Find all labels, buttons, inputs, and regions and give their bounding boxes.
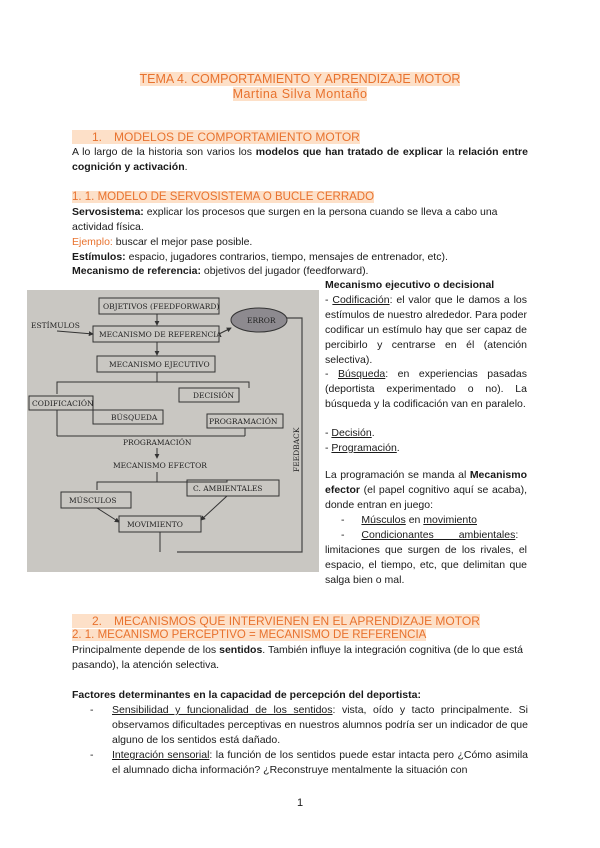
- ejecutivo-heading: Mecanismo ejecutivo o decisional: [325, 279, 495, 291]
- punct: .: [396, 442, 400, 454]
- item-text: en: [405, 514, 424, 526]
- servosistema-text: explicar los procesos que surgen en la persona cuando se lleva a cabo una actividad física.: [72, 206, 498, 233]
- efector-paragraph: [325, 468, 527, 513]
- ejemplo-label: Ejemplo:: [72, 236, 113, 248]
- feedback-label: FEEDBACK: [292, 427, 301, 472]
- mec-ejecutivo-label: MECANISMO EJECUTIVO: [109, 360, 210, 369]
- sentidos-paragraph: [72, 643, 528, 673]
- section-1-intro: [72, 145, 528, 175]
- factor-item-1: [112, 703, 528, 748]
- mecanismo-referencia-paragraph: [72, 264, 528, 279]
- decision-item: [325, 426, 527, 441]
- title-main: TEMA 4. COMPORTAMIENTO Y APRENDIZAJE MOTOR: [139, 72, 461, 86]
- diagram-svg: [27, 290, 319, 572]
- section-2-number: 2.: [92, 614, 103, 628]
- programacion-label: PROGRAMACIÓN: [123, 438, 192, 447]
- factor-2-text: : la función de los sentidos puede estar intacta pero ¿Cómo asimila el alumnado dicha información? ¿Reconstruye mentalmente la situación con: [112, 749, 529, 776]
- item-text: :: [515, 529, 519, 541]
- condicionantes-item: [341, 528, 518, 543]
- musculos-term: Músculos: [361, 514, 406, 526]
- sentidos-bold: sentidos: [219, 644, 263, 656]
- dash: -: [325, 442, 332, 454]
- sentidos-text: . También influye la integración cognitiva (de lo que está pasando), la atención selectiva.: [72, 644, 524, 671]
- busqueda-label: BÚSQUEDA: [111, 413, 158, 422]
- section-1-1-heading: [72, 190, 374, 205]
- factor-2-term: Integración sensorial: [112, 749, 210, 761]
- sentidos-text: Principalmente depende de los: [72, 644, 220, 656]
- decision-label: DECISIÓN: [193, 391, 235, 400]
- factor-1-text: : vista, oído y tacto principalmente. Si observamos dificultades perceptivas en nuestros alumnos podría ser un indicador de que alguno de los sentidos está dañado.: [112, 704, 528, 746]
- factor-item-2: [112, 748, 528, 778]
- musculos-arrow: [97, 508, 119, 522]
- dash: -: [325, 368, 338, 380]
- intro-text: .: [184, 161, 188, 173]
- intro-text: A lo largo de la historia son varios los: [72, 146, 256, 158]
- error-label: ERROR: [247, 316, 276, 325]
- section-1-title: MODELOS DE COMPORTAMIENTO MOTOR: [114, 130, 360, 144]
- factor-1-term: Sensibilidad y funcionalidad de los sentidos: [112, 704, 333, 716]
- section-1-1-title: 1. 1. MODELO DE SERVOSISTEMA O BUCLE CERRADO: [72, 191, 375, 203]
- intro-text: la: [442, 146, 459, 158]
- section-2-1-heading: [72, 628, 426, 643]
- dash: -: [325, 427, 332, 439]
- mec-referencia-label: MECANISMO DE REFERENCIA: [99, 330, 222, 339]
- bullet: -: [341, 514, 345, 526]
- codificacion-item: [325, 293, 527, 368]
- dash: -: [325, 294, 333, 306]
- efector-bold: Mecanismo efector: [325, 469, 527, 496]
- programacion-item: [325, 441, 527, 456]
- bullet: -: [341, 529, 345, 541]
- title-author: Martina Silva Montaño: [232, 87, 368, 101]
- objetivos-label: OBJETIVOS (FEEDFORWARD): [103, 302, 220, 311]
- condicionantes-text: limitaciones que surgen de los rivales, el espacio, el tiempo, etc, que delimitan que salga bien o mal.: [325, 544, 527, 586]
- servosystem-diagram: [27, 290, 319, 572]
- condicionantes-term: Condicionantes ambientales: [361, 529, 516, 541]
- section-1-number: 1.: [92, 130, 103, 144]
- efector-text: La programación se manda al: [325, 469, 470, 481]
- musculos-item: [341, 513, 477, 528]
- branch-line: [57, 372, 157, 394]
- servosistema-paragraph: [72, 205, 528, 235]
- section-2-title: MECANISMOS QUE INTERVIENEN EN EL APRENDIZAJE MOTOR: [114, 614, 480, 628]
- factor-bullet: -: [90, 749, 94, 761]
- branch-line: [97, 472, 157, 490]
- musculos-label: MÚSCULOS: [69, 496, 117, 505]
- ejemplo-text: buscar el mejor pase posible.: [112, 236, 253, 248]
- document-title: [0, 72, 600, 102]
- busqueda-item: [325, 367, 527, 412]
- factor-bullet: -: [90, 704, 94, 716]
- section-2-1-title: 2. 1. MECANISMO PERCEPTIVO = MECANISMO DE REFERENCIA: [72, 629, 427, 641]
- movimiento-term: movimiento: [423, 514, 477, 526]
- ejemplo-paragraph: [72, 235, 528, 250]
- mecanismo-text: objetivos del jugador (feedforward).: [200, 265, 369, 277]
- section-1-heading: [72, 130, 360, 145]
- movimiento-label: MOVIMIENTO: [127, 520, 183, 529]
- estimulos-label: Estímulos:: [72, 251, 126, 263]
- busqueda-text: : en experiencias pasadas (deportista experimentado o no). La búsqueda y la codificación van en paralelo.: [325, 368, 527, 410]
- programacion-box-label: PROGRAMACIÓN: [209, 417, 278, 426]
- branch-line: [157, 382, 249, 388]
- programacion-term: Programación: [331, 442, 397, 454]
- factores-heading: Factores determinantes en la capacidad de percepción del deportista:: [72, 689, 421, 701]
- efector-text: (el papel cognitivo aquí se acaba), donde entran en juego:: [325, 484, 527, 511]
- busqueda-term: Búsqueda: [337, 368, 386, 380]
- intro-bold: relación entre cognición y activación: [72, 146, 528, 173]
- codificacion-text: : el valor que le damos a los estímulos de nuestro alrededor. Para poder codificar un estímulo hay que ser capaz de percibirlo y centrarse en él (atención selectiva).: [325, 294, 527, 366]
- codificacion-label: CODIFICACIÓN: [32, 399, 94, 408]
- feedback-loop-line: [177, 318, 302, 552]
- ambientales-arrow: [201, 496, 227, 520]
- codificacion-term: Codificación: [332, 294, 390, 306]
- estimulos-diagram-label: ESTÍMULOS: [31, 321, 80, 330]
- punct: .: [371, 427, 375, 439]
- c-ambientales-label: C. AMBIENTALES: [193, 484, 263, 493]
- page-number: 1: [296, 797, 304, 809]
- section-2-heading: [72, 614, 480, 629]
- servosistema-label: Servosistema:: [72, 206, 144, 218]
- estimulos-paragraph: [72, 250, 528, 265]
- estimulos-text: espacio, jugadores contrarios, tiempo, mensajes de entrenador, etc).: [125, 251, 448, 263]
- decision-term: Decisión: [331, 427, 372, 439]
- mec-efector-label: MECANISMO EFECTOR: [113, 461, 207, 470]
- intro-bold: modelos que han tratado de explicar: [255, 146, 443, 158]
- estimulos-arrow: [57, 331, 93, 334]
- mecanismo-label: Mecanismo de referencia:: [72, 265, 201, 277]
